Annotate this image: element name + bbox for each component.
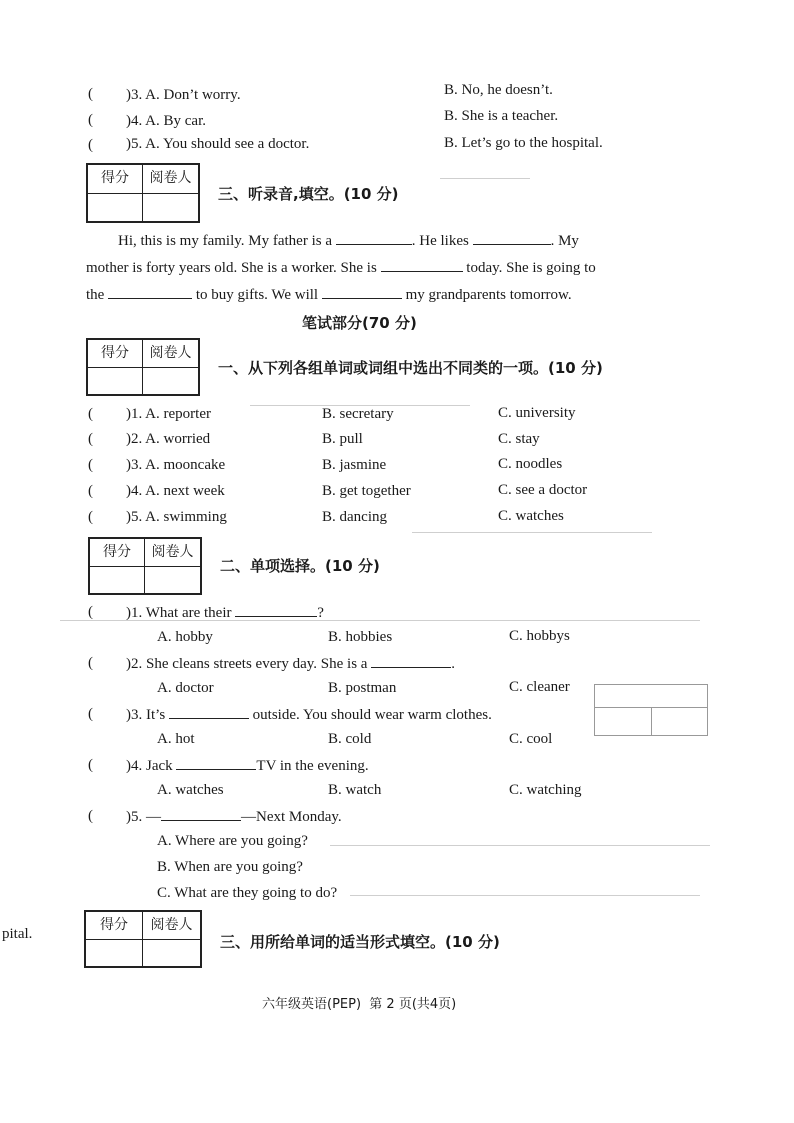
listen-item-5-a: )5. A. You should see a doctor. (126, 136, 310, 152)
listen-passage (86, 228, 656, 309)
fill-blank[interactable] (322, 286, 402, 299)
mc-q2-stem: )2. She cleans streets every day. She is a . (126, 656, 455, 672)
answer-paren: ( (88, 509, 93, 525)
mc-q4-option-a: A. watches (157, 782, 224, 798)
passage-text: . He likes (411, 233, 469, 249)
section-heading-listen-fill: 三、听录音,填空。(10 分) (218, 185, 399, 203)
score-box (84, 910, 202, 968)
grader-cell[interactable] (143, 194, 198, 221)
section-heading-word-forms: 三、用所给单词的适当形式填空。(10 分) (220, 933, 500, 951)
odd-item-5-b: B. dancing (322, 509, 387, 525)
fill-blank[interactable] (336, 232, 412, 245)
mc-q1-option-b: B. hobbies (328, 629, 393, 645)
answer-paren: ( (88, 483, 93, 499)
odd-item-2-a: )2. A. worried (126, 431, 211, 447)
fill-blank[interactable] (169, 706, 249, 719)
answer-paren: ( (88, 431, 93, 447)
listen-item-4-b: B. She is a teacher. (444, 108, 559, 124)
passage-text: today. She is going to (466, 260, 596, 276)
score-cell[interactable] (90, 567, 145, 593)
answer-paren: ( (88, 604, 93, 620)
fill-blank[interactable] (473, 232, 551, 245)
fill-blank[interactable] (176, 757, 256, 770)
scan-artifact (60, 620, 700, 621)
answer-paren: ( (88, 655, 93, 671)
odd-item-3-b: B. jasmine (322, 457, 387, 473)
grader-cell[interactable] (145, 567, 200, 593)
passage-text: Hi, this is my family. My father is a (118, 233, 332, 249)
mc-q5-option-a: A. Where are you going? (157, 833, 308, 849)
score-label: 得分 (86, 912, 143, 940)
mc-q3-option-b: B. cold (328, 731, 372, 747)
score-cell[interactable] (88, 194, 143, 221)
mc-q2-option-a: A. doctor (157, 680, 214, 696)
scan-artifact-box (594, 684, 708, 736)
odd-item-4-c: C. see a doctor (498, 482, 588, 498)
grader-label: 阅卷人 (143, 165, 198, 194)
odd-item-2-b: B. pull (322, 431, 363, 447)
answer-paren: ( (88, 808, 93, 824)
fill-blank[interactable] (108, 286, 192, 299)
mc-q4-stem: )4. Jack TV in the evening. (126, 758, 369, 774)
mc-q5-option-c: C. What are they going to do? (157, 885, 338, 901)
edge-fragment: pital. (2, 926, 33, 942)
score-label: 得分 (88, 165, 143, 194)
mc-q3-option-c: C. cool (509, 731, 553, 747)
section-heading-multiple-choice: 二、单项选择。(10 分) (220, 557, 380, 575)
odd-item-1-b: B. secretary (322, 406, 394, 422)
scan-artifact (412, 532, 652, 533)
odd-item-1-a: )1. A. reporter (126, 406, 211, 422)
answer-paren: ( (88, 457, 93, 473)
scan-artifact (350, 895, 700, 896)
score-label: 得分 (90, 539, 145, 567)
grader-label: 阅卷人 (143, 340, 198, 368)
listen-item-3-a: )3. A. Don’t worry. (126, 87, 241, 103)
passage-text: my grandparents tomorrow. (405, 287, 572, 303)
answer-paren: ( (88, 137, 93, 153)
fill-blank[interactable] (371, 655, 451, 668)
mc-q5-option-b: B. When are you going? (157, 859, 303, 875)
answer-paren: ( (88, 406, 93, 422)
odd-item-5-a: )5. A. swimming (126, 509, 227, 525)
odd-item-3-a: )3. A. mooncake (126, 457, 226, 473)
odd-item-5-c: C. watches (498, 508, 564, 524)
scan-artifact (330, 845, 710, 846)
listen-item-4-a: )4. A. By car. (126, 113, 206, 129)
answer-paren: ( (88, 86, 93, 102)
score-box (88, 537, 202, 595)
passage-text: the (86, 287, 105, 303)
answer-paren: ( (88, 112, 93, 128)
written-part-title: 笔试部分(70 分) (302, 314, 417, 332)
grader-label: 阅卷人 (145, 539, 200, 567)
fill-blank[interactable] (235, 604, 317, 617)
mc-q2-option-b: B. postman (328, 680, 397, 696)
passage-text: mother is forty years old. She is a worker. She is (86, 260, 377, 276)
score-label: 得分 (88, 340, 143, 368)
mc-q1-option-c: C. hobbys (509, 628, 570, 644)
grader-cell[interactable] (143, 940, 200, 966)
score-cell[interactable] (88, 368, 143, 394)
scan-artifact (250, 405, 470, 406)
mc-q1-option-a: A. hobby (157, 629, 213, 645)
odd-item-3-c: C. noodles (498, 456, 563, 472)
answer-paren: ( (88, 706, 93, 722)
listen-item-5-b: B. Let’s go to the hospital. (444, 135, 603, 151)
mc-q3-option-a: A. hot (157, 731, 195, 747)
score-box (86, 338, 200, 396)
passage-text: to buy gifts. We will (195, 287, 319, 303)
grader-label: 阅卷人 (143, 912, 200, 940)
fill-blank[interactable] (381, 259, 463, 272)
mc-q4-option-c: C. watching (509, 782, 582, 798)
mc-q2-option-c: C. cleaner (509, 679, 570, 695)
mc-q5-stem: )5. — —Next Monday. (126, 809, 342, 825)
grader-cell[interactable] (143, 368, 198, 394)
mc-q4-option-b: B. watch (328, 782, 382, 798)
score-box (86, 163, 200, 223)
listen-item-3-b: B. No, he doesn’t. (444, 82, 553, 98)
mc-q1-stem: )1. What are their ? (126, 605, 324, 621)
fill-blank[interactable] (161, 808, 241, 821)
passage-text: . My (550, 233, 579, 249)
section-heading-odd-one-out: 一、从下列各组单词或词组中选出不同类的一项。(10 分) (218, 359, 603, 377)
mc-q3-stem: )3. It’s outside. You should wear warm clothes. (126, 707, 492, 723)
answer-paren: ( (88, 757, 93, 773)
odd-item-4-a: )4. A. next week (126, 483, 225, 499)
score-cell[interactable] (86, 940, 143, 966)
odd-item-4-b: B. get together (322, 483, 411, 499)
page-footer: 六年级英语(PEP) 第 2 页(共4页) (262, 997, 457, 1012)
odd-item-2-c: C. stay (498, 431, 540, 447)
scan-artifact (440, 178, 530, 179)
odd-item-1-c: C. university (498, 405, 576, 421)
